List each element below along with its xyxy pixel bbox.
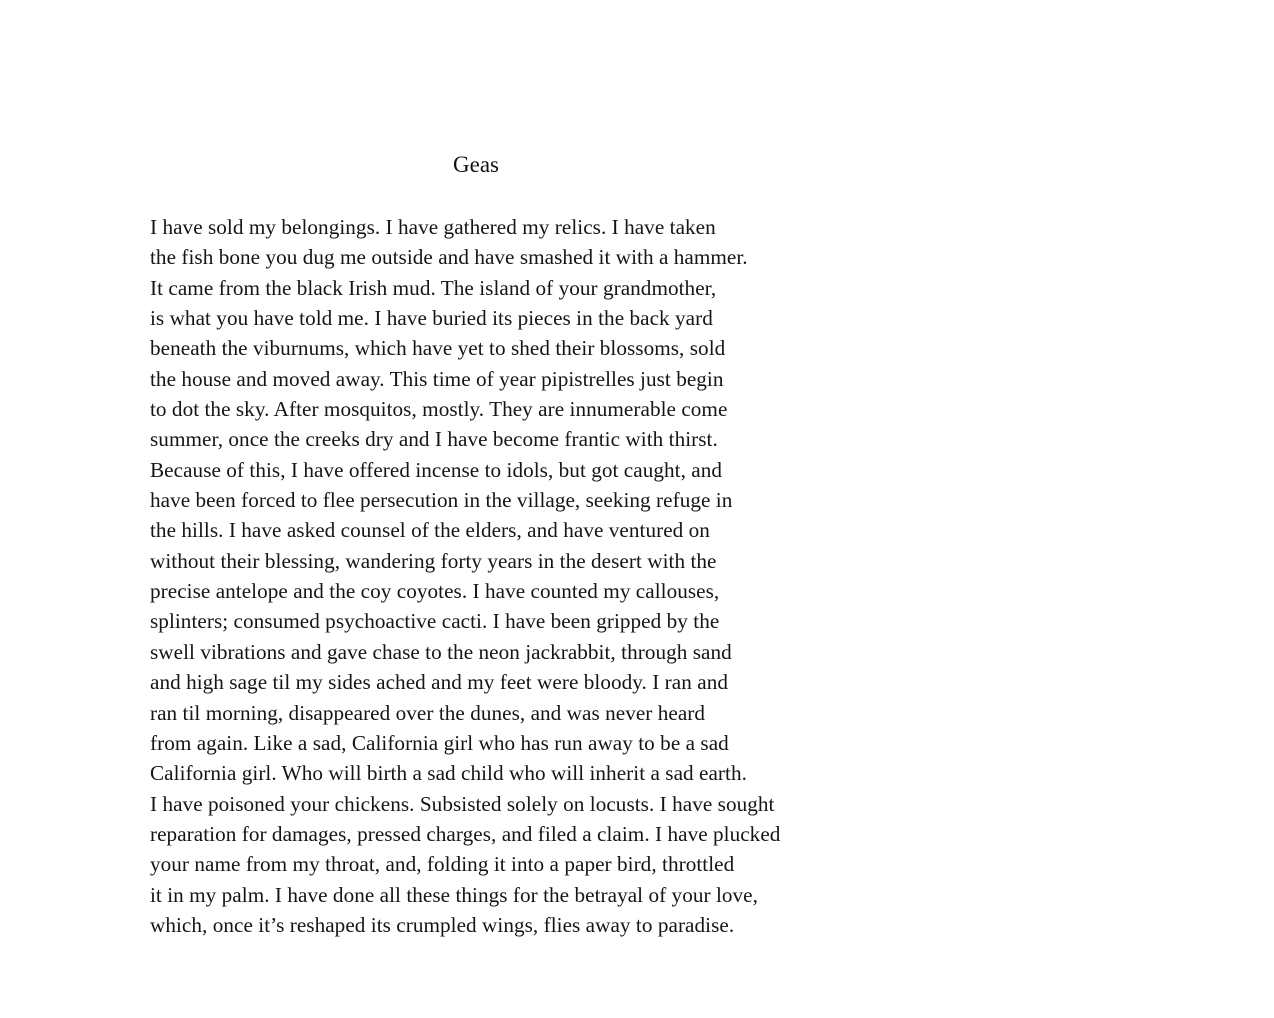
poem-line: without their blessing, wandering forty years in the desert with the (150, 548, 717, 573)
poem-line: beneath the viburnums, which have yet to shed their blossoms, sold (150, 336, 726, 361)
poem-line: California girl. Who will birth a sad child who will inherit a sad earth. (150, 761, 747, 786)
poem-line: I have sold my belongings. I have gathered my relics. I have taken (150, 215, 716, 239)
poem-line: It came from the black Irish mud. The island of your grandmother, (150, 275, 717, 300)
poem-line: from again. Like a sad, California girl who has run away to be a sad (150, 730, 729, 755)
poem-body (150, 212, 910, 940)
poem-line: to dot the sky. After mosquitos, mostly. They are innumerable come (150, 397, 728, 422)
poem-line: your name from my throat, and, folding it into a paper bird, throttled (150, 852, 735, 877)
poem-line: summer, once the creeks dry and I have become frantic with thirst. (150, 427, 718, 452)
poem-line: the hills. I have asked counsel of the elders, and have ventured on (150, 518, 710, 543)
poem-line: reparation for damages, pressed charges, and filed a claim. I have plucked (150, 821, 781, 846)
poem-line: and high sage til my sides ached and my feet were bloody. I ran and (150, 670, 728, 695)
poem-line: which, once it’s reshaped its crumpled wings, flies away to paradise. (150, 912, 735, 937)
poem-line: ran til morning, disappeared over the dunes, and was never heard (150, 700, 706, 725)
poem-line: is what you have told me. I have buried its pieces in the back yard (150, 306, 713, 331)
poem-line: the fish bone you dug me outside and have smashed it with a hammer. (150, 245, 748, 270)
poem-line: I have poisoned your chickens. Subsisted solely on locusts. I have sought (150, 791, 775, 816)
poem-title: Geas (453, 152, 499, 177)
poem-line: have been forced to flee persecution in the village, seeking refuge in (150, 488, 733, 513)
poem-line: swell vibrations and gave chase to the neon jackrabbit, through sand (150, 639, 732, 664)
poem-line: it in my palm. I have done all these things for the betrayal of your love, (150, 882, 758, 907)
poem-line: splinters; consumed psychoactive cacti. I have been gripped by the (150, 609, 720, 634)
poem-line: Because of this, I have offered incense to idols, but got caught, and (150, 457, 723, 482)
poem-line: the house and moved away. This time of year pipistrelles just begin (150, 366, 724, 391)
poem-line: precise antelope and the coy coyotes. I have counted my callouses, (150, 579, 720, 604)
